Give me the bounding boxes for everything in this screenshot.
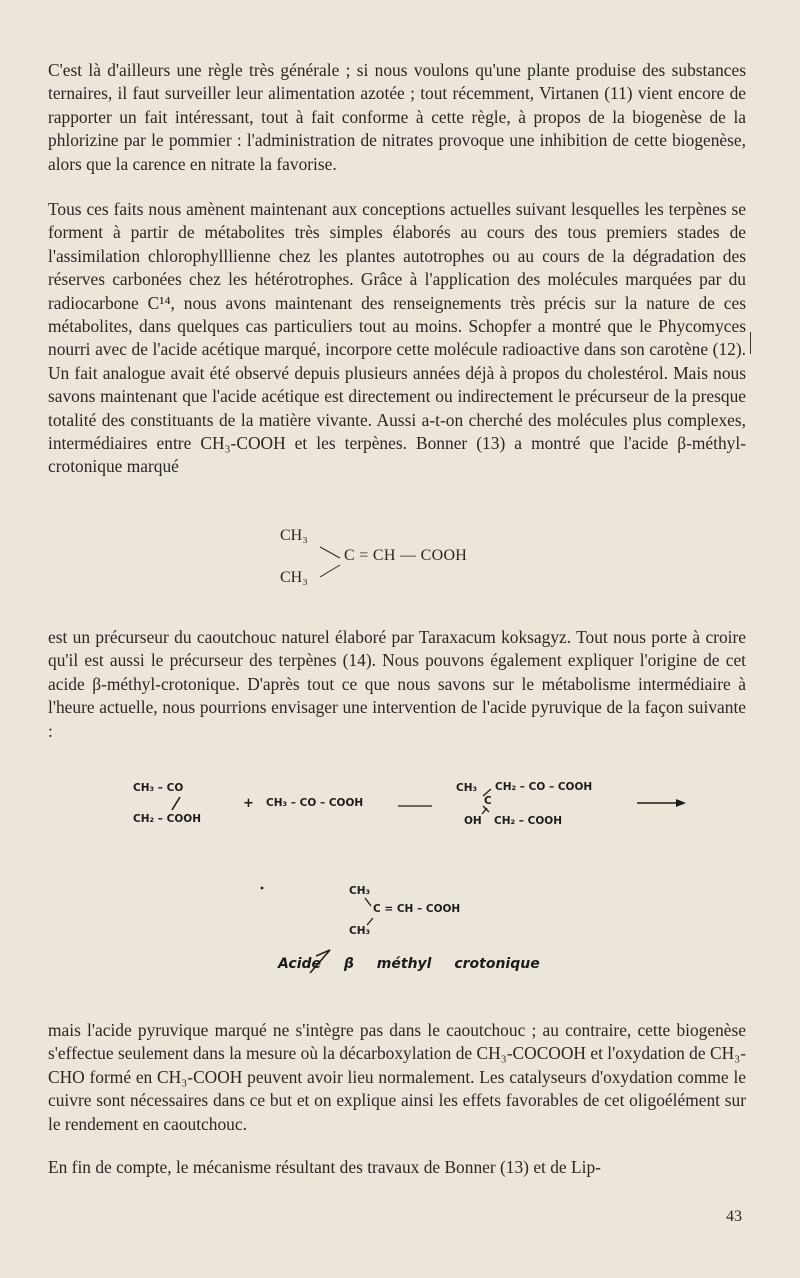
- intermediate-bottom: CH₂ – COOH: [494, 815, 562, 827]
- reactant2: CH₃ – CO – COOH: [266, 797, 364, 809]
- paragraph-pyruvique: mais l'acide pyruvique marqué ne s'intègre pas dans le caoutchouc ; au contraire, cette biogenèse s'effectue seulement dans la mesure où la décarboxylation de CH₃-COCOOH et l'oxydation de CH₃-CHO formé en CH₃-COOH peuvent avoir lieu normalement. Les catalyseurs d'oxydation comme le cuivre sont nécessaires dans ce but et on explique ainsi les effets favorables de cet oligoélément sur le rendement en caoutchouc.: [48, 1020, 746, 1134]
- reactant1-top: CH₃ – CO: [133, 782, 184, 794]
- paragraph-conclusion: En fin de compte, le mécanisme résultant des travaux de Bonner (13) et de Lip-: [48, 1157, 601, 1177]
- formula-ch3-top: CH₃: [280, 527, 308, 544]
- product-ch3-bottom: CH₃: [349, 925, 371, 937]
- product-ch3-top: CH₃: [349, 885, 371, 897]
- intermediate-c: C: [484, 795, 492, 807]
- plus-sign: +: [243, 796, 254, 811]
- intermediate-chain: CH₂ – CO – COOH: [495, 781, 593, 793]
- reactant1-bottom: CH₂ – COOH: [133, 813, 201, 825]
- paragraph-precurseur: est un précurseur du caoutchouc naturel élaboré par Taraxacum koksagyz. Tout nous porte à croire qu'il est aussi le précurseur des terpènes (14). Nous pouvons également expliquer l'origine de cet acide β-méthyl-crotonique. D'après tout ce que nous savons sur le métabolisme intermédiaire à l'heure actuelle, nous pourrions envisager une intervention de l'acide pyruvique de la façon suivante :: [48, 627, 746, 741]
- page-number: 43: [726, 1208, 742, 1225]
- paragraph-virtanen: C'est là d'ailleurs une règle très générale ; si nous voulons qu'une plante produise des substances ternaires, il faut surveiller leur alimentation azotée ; tout récemment, Virtanen (11) vient encore de rapporter un fait intéressant, tout à fait conforme à cette règle, à propos de la biogenèse de la phlorizine par le pommier : l'administration de nitrates provoque une inhibition de cette biogenèse, alors que la carence en nitrate la favorise.: [48, 60, 746, 174]
- intermediate-oh: OH: [464, 815, 482, 827]
- formula-ch3-bottom: CH₃: [280, 569, 308, 586]
- paragraph-terpenes: Tous ces faits nous amènent maintenant aux conceptions actuelles suivant lesquelles les terpènes se forment à partir de métabolites très simples élaborés au cours des tous premiers stades de l'assimilation chlorophylllienne chez les plantes autotrophes ou au cours de la dégradation des réserves carbonées chez les hétérotrophes. Grâce à l'application des molécules marquées par du radiocarbone C¹⁴, nous avons maintenant des renseignements très précis sur la nature de ces métabolites, dans quelques cas particuliers tout au moins. Schopfer a montré que le Phycomyces nourri avec de l'acide acétique marqué, incorpore cette molécule radioactive dans son carotène (12). Un fait analogue avait été observé depuis plusieurs années déjà à propos du cholestérol. Mais nous savons maintenant que l'acide acétique est directement ou indirectement le précurseur de la presque totalité des constituants de la matière vivante. Aussi a-t-on cherché des molécules plus complexes, intermédiaires entre CH₃-COOH et les terpènes. Bonner (13) a montré que l'acide β-méthyl-crotonique marqué: [48, 199, 746, 477]
- product-chain: C = CH – COOH: [373, 903, 461, 915]
- formula-chain: C = CH — COOH: [344, 547, 468, 564]
- intermediate-ch3: CH₃: [456, 782, 478, 794]
- product-name: Acide β méthyl crotonique: [278, 956, 540, 972]
